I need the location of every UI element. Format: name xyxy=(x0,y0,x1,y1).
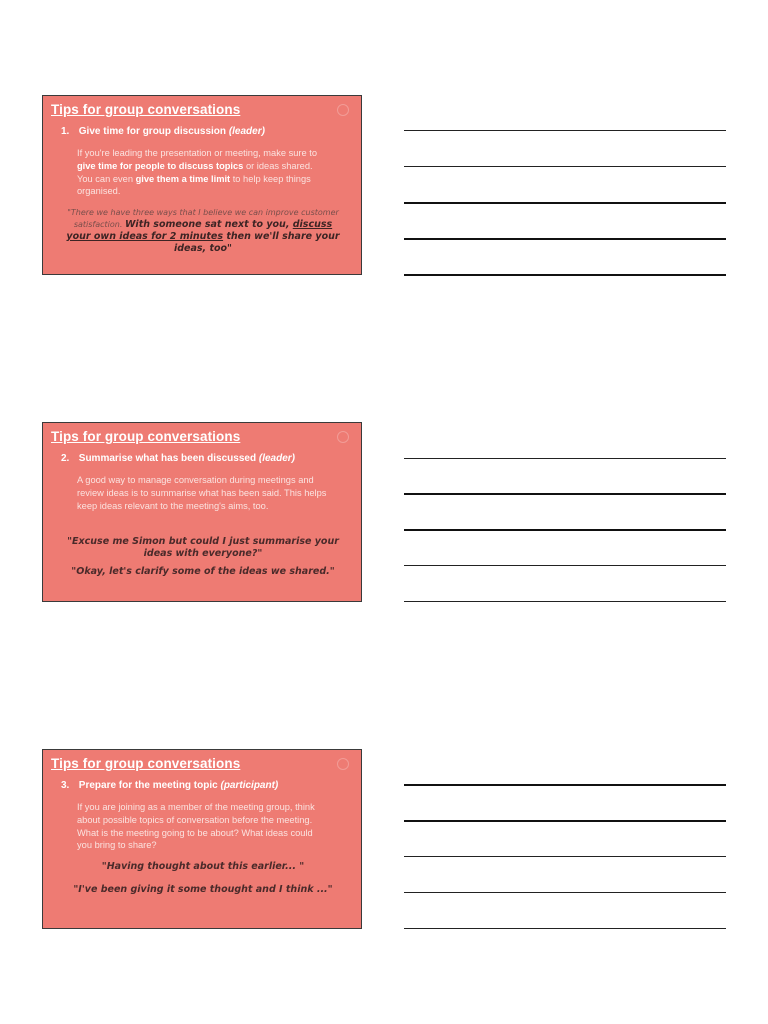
heading-role: (participant) xyxy=(220,780,279,791)
heading-role: (leader) xyxy=(258,453,295,464)
note-line xyxy=(404,928,726,929)
example-quote: "I've been giving it some thought and I think ..." xyxy=(73,884,333,895)
note-line xyxy=(404,130,726,131)
body-text: to help keep things organised. xyxy=(77,173,311,197)
note-line xyxy=(404,892,726,893)
quote-strong: With someone sat next to you, xyxy=(124,219,293,230)
heading-text: Prepare for the meeting topic xyxy=(78,780,218,791)
slide-title: Tips for group conversations xyxy=(51,429,241,444)
slide-body: If you are joining as a member of the meeting group, think about possible topics of conversation before the meeting. What is the meeting going to be about? What ideas could you bring to share? xyxy=(77,802,315,851)
note-line xyxy=(404,529,726,531)
note-line xyxy=(404,820,726,822)
decorative-circle-icon xyxy=(337,104,349,116)
quote-underlined: discuss your own ideas for 2 minutes xyxy=(66,219,333,242)
heading-text: Give time for group discussion xyxy=(78,126,227,137)
note-line xyxy=(404,274,726,276)
slide-title: Tips for group conversations xyxy=(51,756,241,771)
slide-heading xyxy=(61,453,295,464)
body-text: or ideas shared. You can even xyxy=(77,160,313,184)
note-line xyxy=(404,166,726,167)
quote-strong: then we'll share your ideas, too" xyxy=(173,231,340,254)
slide-body: A good way to manage conversation during meetings and review ideas is to summarise what has been said. This helps keep ideas relevant to the meeting's aims, too. xyxy=(77,475,327,511)
heading-role: (leader) xyxy=(228,126,265,137)
note-line xyxy=(404,856,726,857)
example-quote: "Having thought about this earlier... " xyxy=(101,861,305,872)
body-text: If you're leading the presentation or meeting, make sure to xyxy=(77,148,318,158)
note-line xyxy=(404,238,726,240)
heading-text: Summarise what has been discussed xyxy=(78,453,257,464)
slide-2 xyxy=(42,422,362,602)
example-quote: "Excuse me Simon but could I just summarise your ideas with everyone?" xyxy=(67,536,339,559)
note-line xyxy=(404,493,726,495)
heading-number: 1. xyxy=(61,126,70,137)
quote-soft: "There we have three ways that I believe we can improve customer satisfaction. xyxy=(67,208,339,229)
heading-number: 3. xyxy=(61,780,70,791)
slide-3 xyxy=(42,749,362,929)
note-line xyxy=(404,784,726,786)
decorative-circle-icon xyxy=(337,758,349,770)
body-bold: give them a time limit xyxy=(135,173,231,184)
note-line xyxy=(404,565,726,566)
slide-1 xyxy=(42,95,362,275)
heading-number: 2. xyxy=(61,453,70,464)
slide-heading xyxy=(61,780,278,791)
note-line xyxy=(404,202,726,204)
slide-body xyxy=(77,147,327,198)
body-bold: give time for people to discuss topics xyxy=(77,160,244,171)
slide-heading xyxy=(61,126,265,137)
example-quote: "Okay, let's clarify some of the ideas we shared." xyxy=(71,566,335,577)
note-line xyxy=(404,601,726,602)
example-quote xyxy=(63,207,343,255)
slide-title: Tips for group conversations xyxy=(51,102,241,117)
note-line xyxy=(404,458,726,459)
decorative-circle-icon xyxy=(337,431,349,443)
